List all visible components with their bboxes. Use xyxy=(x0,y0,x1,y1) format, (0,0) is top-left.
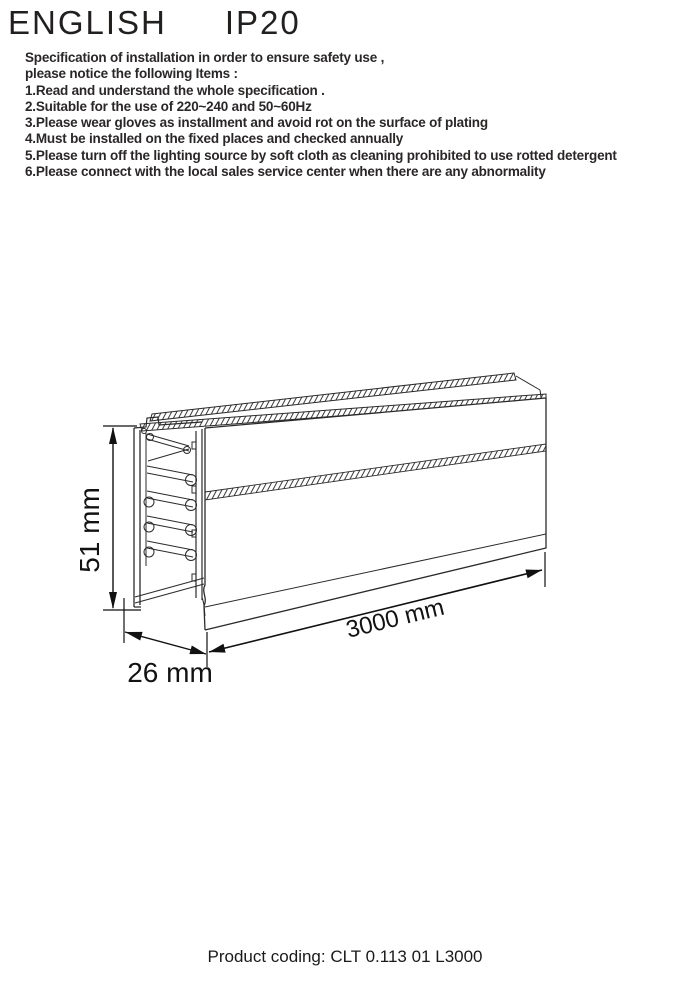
header-ip-rating: IP20 xyxy=(224,4,301,41)
rail-cross-section xyxy=(134,417,205,616)
dim-height xyxy=(74,426,141,610)
spec-line: Specification of installation in order to ensure safety use , xyxy=(25,50,385,65)
spec-line: please notice the following Items : xyxy=(25,66,238,82)
product-coding: Product coding: CLT 0.113 01 L3000 xyxy=(207,947,483,966)
header xyxy=(8,4,301,42)
dim-depth xyxy=(124,598,213,688)
dim-height-label: 51 mm xyxy=(74,487,105,573)
rail-drawing xyxy=(134,373,546,630)
spec-line: 6.Please connect with the local sales service center when there are any abnormality xyxy=(25,164,546,180)
dim-length-label: 3000 mm xyxy=(343,593,448,644)
spec-line: 1.Read and understand the whole specification . xyxy=(25,82,325,98)
spec-line: 5.Please turn off the lighting source by soft cloth as cleaning prohibited to use rotted detergent xyxy=(25,147,617,163)
specification-text xyxy=(25,50,685,180)
header-language: ENGLISH xyxy=(8,4,167,41)
rail-front-face xyxy=(204,398,546,630)
spec-line: 3.Please wear gloves as installment and avoid rot on the surface of plating xyxy=(25,115,488,131)
technical-drawing xyxy=(0,330,690,710)
spec-line: 2.Suitable for the use of 220~240 and 50~60Hz xyxy=(25,98,312,114)
dim-depth-label: 26 mm xyxy=(127,657,213,688)
spec-line: 4.Must be installed on the fixed places and checked annually xyxy=(25,131,404,147)
